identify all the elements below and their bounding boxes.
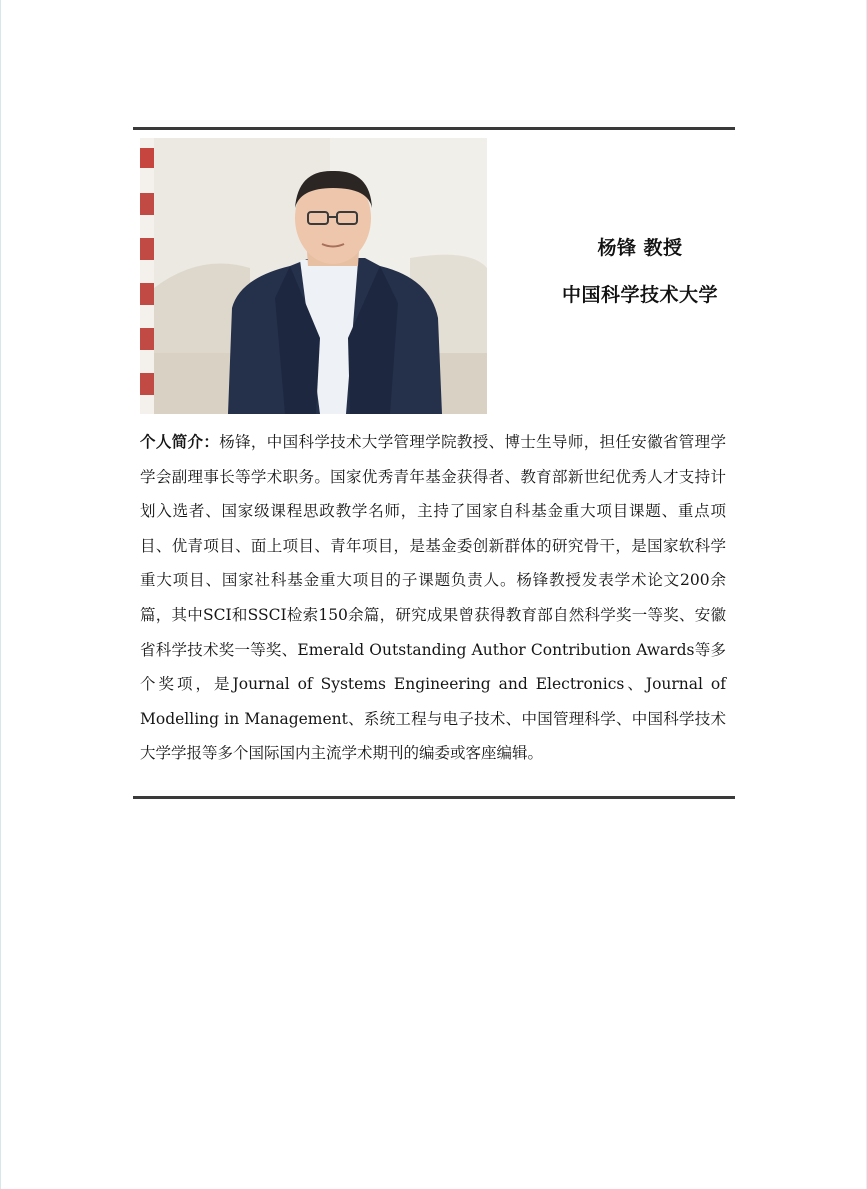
name-title: 杨锋 教授 [597,237,683,259]
top-rule [133,127,735,130]
affiliation: 中国科学技术大学 [561,284,718,306]
bottom-rule [133,796,735,799]
portrait-photo [140,138,487,414]
name-block [540,236,740,307]
bio-text: 杨锋，中国科学技术大学管理学院教授、博士生导师，担任安徽省管理学学会副理事长等学术职务。国家优秀青年基金获得者、教育部新世纪优秀人才支持计划入选者、国家级课程思政教学名师，主持了国家自科基金重大项目课题、重点项目、优青项目、面上项目、青年项目，是基金委创新群体的研究骨干，是国家软科学重大项目、国家社科基金重大项目的子课题负责人。杨锋教授发表学术论文200余篇，其中SCI和SSCI检索150余篇，研究成果曾获得教育部自然科学奖一等奖、安徽省科学技术奖一等奖、Emerald Outstanding Author Contribution Awards等多个奖项，是Journal of Systems Engineering and Electronics、Journal of Modelling in Management、系统工程与电子技术、中国管理科学、中国科学技术大学学报等多个国际国内主流学术期刊的编委或客座编辑。 [140,433,726,763]
bio-label: 个人简介： [140,432,220,451]
bio-paragraph [140,425,726,771]
page-edge [0,0,1,1189]
